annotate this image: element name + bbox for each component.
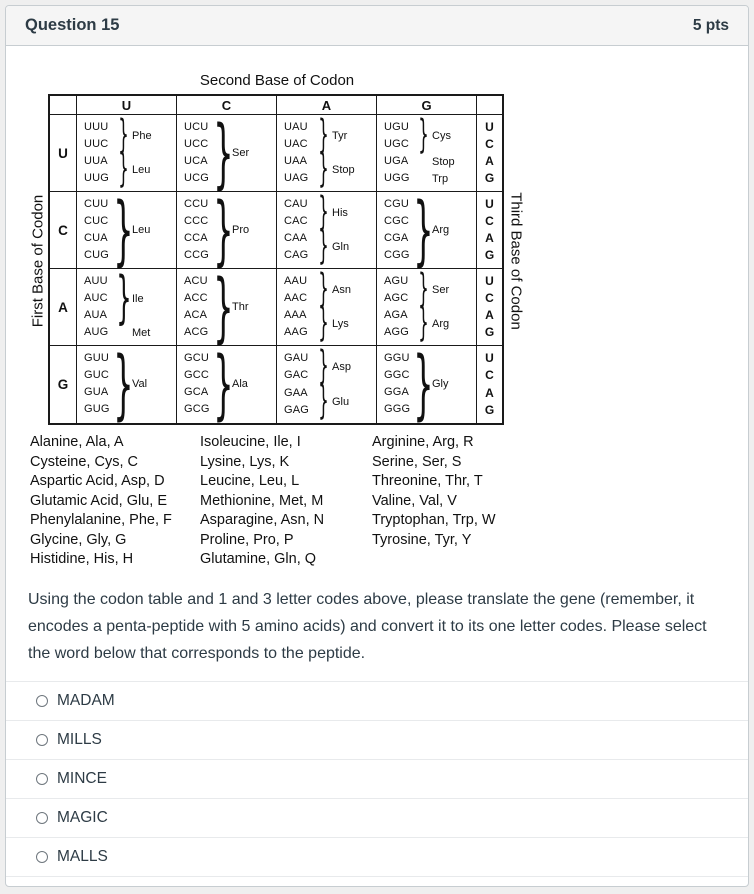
amino-acid-label: Val	[132, 378, 148, 390]
third-base-axis-label: Third Base of Codon	[507, 191, 525, 330]
codon-list	[284, 273, 317, 307]
codon: CAC	[284, 215, 308, 227]
codon: UCU	[184, 121, 209, 133]
codon: GGA	[384, 386, 410, 398]
codon-group	[184, 108, 276, 198]
third-base-letter: C	[485, 368, 494, 383]
codon-cell	[77, 264, 177, 346]
codon-list	[284, 119, 317, 153]
codon: GUG	[84, 403, 110, 415]
codon-list	[384, 196, 417, 264]
codon: CGA	[384, 232, 409, 244]
brace-glyph: }	[318, 266, 329, 313]
legend-entry: Histidine, His, H	[30, 551, 134, 567]
brace-glyph: }	[318, 343, 329, 390]
codon: GUC	[84, 369, 110, 381]
third-base-letter: G	[484, 248, 495, 262]
codon-list	[284, 153, 317, 187]
codon: GAA	[284, 387, 308, 399]
codon-list	[184, 119, 217, 187]
codon-list	[384, 307, 417, 341]
brace-glyph: }	[115, 264, 132, 331]
brace-slot	[317, 146, 330, 193]
brace-slot	[113, 339, 134, 429]
brace-glyph: }	[318, 223, 329, 270]
codon: UGC	[384, 138, 410, 150]
amino-acid-label: Ala	[232, 378, 248, 390]
brace-slot	[317, 343, 330, 390]
codon: UAU	[284, 121, 308, 133]
third-base-column	[477, 269, 502, 346]
codon-group	[284, 146, 376, 193]
codon-list	[384, 119, 417, 153]
codon-group	[184, 262, 276, 352]
legend-entry: Cysteine, Cys, C	[30, 453, 138, 470]
codon: GCC	[184, 369, 210, 381]
brace-glyph: }	[113, 185, 134, 275]
brace-glyph: }	[213, 262, 234, 352]
legend-column	[200, 433, 372, 570]
brace-glyph: }	[113, 339, 134, 429]
amino-acid-label: Ser	[432, 284, 450, 296]
codon-cell	[177, 108, 277, 198]
codon: AAG	[284, 326, 308, 338]
codon-list	[284, 350, 317, 384]
amino-acid-label: Leu	[132, 224, 151, 236]
legend-entry: Asparagine, Asn, N	[200, 512, 325, 528]
brace-slot	[317, 223, 330, 270]
brace-glyph: }	[418, 266, 429, 313]
amino-acid-label: Pro	[232, 224, 250, 236]
codon-cell	[377, 185, 477, 275]
amino-acid-label: Ile	[132, 292, 144, 305]
brace-slot	[113, 185, 134, 275]
codon-group	[284, 343, 376, 390]
codon: UUC	[84, 138, 109, 150]
answer-option-label: MILLS	[57, 730, 102, 748]
answer-option-label: MADAM	[57, 691, 115, 709]
brace-glyph: }	[418, 300, 429, 347]
answer-option[interactable]	[6, 682, 748, 721]
codon: CAU	[284, 198, 308, 210]
codon: GUU	[84, 352, 110, 364]
question-points: 5 pts	[692, 16, 729, 34]
first-base-label: U	[50, 115, 77, 192]
table-corner-right	[477, 96, 502, 115]
codon-list	[184, 350, 217, 418]
brace-slot	[117, 146, 130, 193]
brace-slot	[417, 300, 430, 347]
codon: CUC	[84, 215, 109, 227]
brace-slot	[413, 185, 434, 275]
codon: AGA	[384, 309, 408, 321]
codon: AAU	[284, 275, 308, 287]
first-base-label: A	[50, 269, 77, 346]
codon: AAA	[284, 309, 307, 321]
codon: UCA	[184, 155, 208, 167]
codon-group	[384, 266, 476, 313]
legend-entry: Aspartic Acid, Asp, D	[30, 473, 165, 489]
codon-group	[284, 378, 376, 425]
radio-button[interactable]	[36, 695, 48, 707]
third-base-column	[477, 346, 502, 423]
third-base-letter: U	[485, 274, 494, 288]
codon: UAG	[284, 172, 309, 184]
codon-cell	[377, 266, 477, 347]
codon: GCA	[184, 386, 209, 398]
codon-group	[284, 300, 376, 347]
second-base-header: U	[77, 96, 177, 115]
amino-acid-label: Leu	[132, 164, 151, 176]
third-base-letter: U	[485, 351, 494, 365]
codon-group	[184, 185, 276, 275]
third-base-letter: U	[485, 197, 494, 211]
codon-cell	[177, 262, 277, 352]
codon: AUA	[84, 309, 108, 321]
codon: GCG	[184, 403, 210, 415]
codon-cell	[377, 339, 477, 429]
brace-glyph: }	[213, 185, 234, 275]
codon-list	[384, 170, 417, 187]
brace-glyph: }	[213, 339, 234, 429]
codon-list	[84, 196, 117, 264]
codon-cell	[277, 343, 377, 425]
third-base-letter: G	[484, 325, 495, 339]
brace-glyph: }	[118, 112, 129, 159]
amino-acid-label: Glu	[332, 396, 350, 408]
radio-button[interactable]	[36, 773, 48, 785]
amino-acid-label: Cys	[432, 130, 451, 142]
third-base-column	[477, 192, 502, 269]
amino-acid-label: Stop	[332, 164, 355, 176]
third-base-letter: G	[484, 402, 495, 417]
legend-entry: Glycine, Gly, G	[30, 531, 127, 548]
codon-group	[184, 339, 276, 429]
codon: AGC	[384, 292, 409, 304]
codon-list	[384, 153, 417, 170]
amino-acid-label: Arg	[432, 318, 450, 330]
brace-glyph: }	[418, 112, 429, 159]
brace-slot	[317, 378, 330, 425]
amino-acid-label: Tyr	[332, 130, 348, 142]
answer-option-label: MINCE	[57, 769, 107, 787]
codon: CUU	[84, 198, 109, 210]
question-title: Question 15	[25, 16, 120, 34]
codon-list	[84, 324, 117, 341]
brace-glyph: }	[413, 339, 434, 429]
amino-acid-label: Stop	[432, 155, 455, 168]
amino-acid-label: Asn	[332, 284, 351, 296]
codon-cell	[277, 266, 377, 347]
codon: GCU	[184, 352, 210, 364]
amino-acid-label: Phe	[132, 130, 152, 142]
codon: AGG	[384, 326, 410, 338]
legend-entry: Lysine, Lys, K	[200, 453, 290, 470]
codon-group	[384, 153, 476, 170]
third-base-letter: A	[485, 231, 494, 245]
third-base-column	[477, 115, 502, 192]
legend-entry: Leucine, Leu, L	[200, 473, 300, 489]
codon: CGG	[384, 249, 410, 261]
amino-acid-label: Met	[132, 326, 151, 339]
codon-group	[284, 112, 376, 159]
brace-glyph: }	[213, 108, 234, 198]
amino-acid-label: Lys	[332, 318, 349, 330]
codon: CCG	[184, 249, 210, 261]
codon-list	[84, 273, 117, 324]
brace-glyph: }	[318, 112, 329, 159]
codon-group	[384, 300, 476, 347]
brace-glyph: }	[318, 300, 329, 347]
first-base-axis	[28, 72, 48, 425]
codon-group	[84, 185, 176, 275]
brace-glyph: }	[118, 146, 129, 193]
answer-option-label: MAGIC	[57, 808, 108, 826]
codon-cell	[377, 112, 477, 192]
answer-option[interactable]	[6, 838, 748, 877]
codon-group	[84, 264, 176, 331]
amino-acid-label: Asp	[332, 361, 351, 373]
third-base-letter: A	[485, 308, 494, 322]
codon: UUG	[84, 172, 110, 184]
codon-cell	[277, 189, 377, 270]
third-base-letter: C	[485, 291, 494, 305]
brace-slot	[317, 300, 330, 347]
question-body	[6, 46, 748, 887]
legend-entry: Proline, Pro, P	[200, 531, 294, 548]
codon-list	[84, 119, 117, 153]
codon-list	[384, 350, 417, 418]
codon: AUG	[84, 326, 109, 338]
brace-glyph: }	[413, 185, 434, 275]
codon-group	[284, 266, 376, 313]
brace-slot	[417, 112, 430, 159]
amino-acid-label: Gln	[332, 241, 350, 253]
codon: GGG	[384, 403, 411, 415]
brace-slot	[213, 185, 234, 275]
question-text: Using the codon table and 1 and 3 letter codes above, please translate the gene (remember, it encodes a penta-peptide with 5 amino acids) and convert it to its one letter codes. Please select the word below that corresponds to the peptide.	[28, 590, 707, 662]
amino-acid-label: Arg	[432, 224, 450, 236]
amino-acid-label: Trp	[432, 172, 449, 185]
codon: GGU	[384, 352, 410, 364]
codon: AUU	[84, 275, 108, 287]
legend-column	[30, 433, 200, 570]
codon: GAG	[284, 404, 310, 416]
first-base-label: G	[50, 346, 77, 423]
answer-option-label: MALLS	[57, 847, 108, 865]
answer-options	[6, 681, 748, 888]
codon-cell	[277, 112, 377, 193]
codon: CAG	[284, 249, 309, 261]
legend-entry: Isoleucine, Ile, I	[200, 434, 301, 450]
legend-entry: Glutamine, Gln, Q	[200, 551, 317, 567]
codon-list	[84, 153, 117, 187]
first-base-label: C	[50, 192, 77, 269]
question-card	[5, 5, 749, 887]
codon: CUA	[84, 232, 108, 244]
brace-glyph: }	[318, 378, 329, 425]
third-base-axis	[506, 72, 526, 425]
second-base-header: A	[277, 96, 377, 115]
first-base-axis-label: First Base of Codon	[29, 194, 47, 327]
codon-list	[184, 196, 217, 264]
second-base-axis-label: Second Base of Codon	[199, 72, 355, 89]
codon: GUA	[84, 386, 109, 398]
codon: UGU	[384, 121, 410, 133]
codon: UUA	[84, 155, 108, 167]
codon: UAC	[284, 138, 308, 150]
codon-table-grid	[48, 94, 504, 429]
codon: CUG	[84, 249, 110, 261]
legend-entry: Threonine, Thr, T	[372, 473, 483, 489]
codon: CAA	[284, 232, 308, 244]
codon-group	[284, 189, 376, 236]
answer-option[interactable]	[6, 760, 748, 799]
codon: UGG	[384, 172, 410, 184]
codon: CGU	[384, 198, 410, 210]
third-base-letter: U	[485, 120, 494, 134]
codon-list	[84, 350, 117, 418]
codon: ACG	[184, 326, 209, 338]
codon-group	[84, 146, 176, 193]
second-base-header: G	[377, 96, 477, 115]
codon-cell	[77, 185, 177, 275]
legend-entry: Valine, Val, V	[372, 492, 457, 509]
codon-group	[84, 339, 176, 429]
brace-glyph: }	[318, 189, 329, 236]
codon-list	[284, 385, 317, 419]
radio-button[interactable]	[36, 734, 48, 746]
amino-acid-label: His	[332, 207, 348, 219]
legend-entry: Phenylalanine, Phe, F	[30, 512, 172, 528]
brace-glyph: }	[318, 146, 329, 193]
legend-entry: Serine, Ser, S	[372, 453, 462, 470]
brace-slot	[213, 262, 234, 352]
codon: ACC	[184, 292, 208, 304]
codon-group	[384, 170, 476, 187]
codon-group	[384, 339, 476, 429]
amino-acid-label: Thr	[232, 301, 249, 313]
radio-button[interactable]	[36, 851, 48, 863]
codon: CCC	[184, 215, 209, 227]
codon: AGU	[384, 275, 409, 287]
table-corner-left	[50, 96, 77, 115]
codon-cell	[177, 185, 277, 275]
brace-slot	[413, 339, 434, 429]
codon: GGC	[384, 369, 410, 381]
codon-table-figure	[28, 72, 548, 429]
codon-cell	[77, 112, 177, 193]
codon-list	[284, 196, 317, 230]
amino-acid-label: Gly	[432, 378, 449, 390]
codon-list	[384, 273, 417, 307]
codon-list	[284, 230, 317, 264]
amino-acid-legend	[30, 433, 748, 570]
codon-cell	[77, 339, 177, 429]
legend-entry: Tryptophan, Trp, W	[372, 512, 496, 528]
codon: CCU	[184, 198, 209, 210]
codon: GAU	[284, 352, 309, 364]
codon: UCC	[184, 138, 209, 150]
codon-cell	[177, 339, 277, 429]
codon: CCA	[184, 232, 208, 244]
legend-column	[372, 433, 496, 570]
codon: UCG	[184, 172, 210, 184]
third-base-letter: C	[485, 214, 494, 228]
question-header	[6, 6, 748, 46]
legend-entry: Tyrosine, Tyr, Y	[372, 531, 472, 548]
codon: UAA	[284, 155, 308, 167]
codon: ACA	[184, 309, 208, 321]
codon: GAC	[284, 369, 309, 381]
codon: AUC	[84, 292, 108, 304]
codon-group	[384, 112, 476, 159]
codon: AAC	[284, 292, 308, 304]
codon-list	[184, 273, 217, 341]
answer-option[interactable]	[6, 799, 748, 838]
legend-entry: Methionine, Met, M	[200, 492, 324, 509]
third-base-letter: A	[485, 385, 494, 400]
third-base-letter: G	[484, 171, 495, 185]
brace-slot	[213, 339, 234, 429]
second-base-header: C	[177, 96, 277, 115]
radio-button[interactable]	[36, 812, 48, 824]
legend-entry: Glutamic Acid, Glu, E	[30, 492, 167, 509]
legend-entry: Alanine, Ala, A	[30, 434, 124, 450]
codon-group	[284, 223, 376, 270]
legend-entry: Arginine, Arg, R	[372, 434, 474, 450]
third-base-letter: A	[485, 154, 494, 168]
codon: UUU	[84, 121, 109, 133]
codon-list	[284, 307, 317, 341]
third-base-letter: C	[485, 137, 494, 151]
brace-slot	[213, 108, 234, 198]
answer-option[interactable]	[6, 721, 748, 760]
codon: CGC	[384, 215, 410, 227]
brace-slot	[115, 264, 132, 331]
codon-group	[384, 185, 476, 275]
amino-acid-label: Ser	[232, 147, 250, 159]
codon: UGA	[384, 155, 409, 167]
codon-group	[84, 112, 176, 159]
codon: ACU	[184, 275, 208, 287]
